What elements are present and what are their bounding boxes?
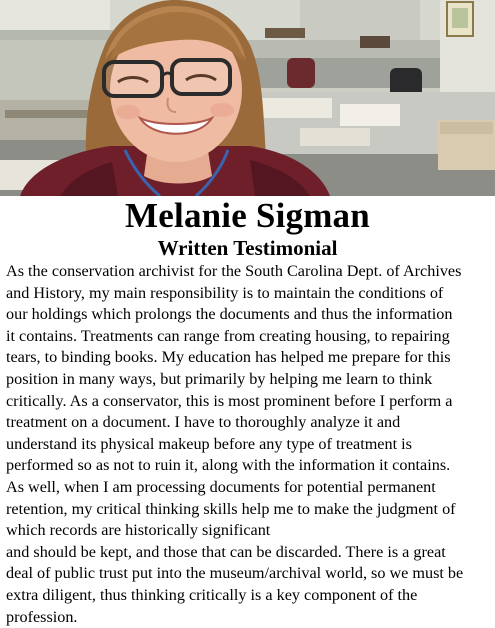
testimonial-line: treatment on a document. I have to thoroughly analyze it and — [6, 412, 493, 434]
testimonial-line: As the conservation archivist for the South Carolina Dept. of Archives — [6, 261, 493, 283]
testimonial-line: our holdings which prolongs the documents and thus the information — [6, 304, 493, 326]
testimonial-line: and History, my main responsibility is to maintain the conditions of — [6, 283, 493, 305]
testimonial-line: and should be kept, and those that can be discarded. There is a great — [6, 542, 493, 564]
testimonial-subtitle: Written Testimonial — [0, 236, 495, 261]
testimonial-line: extra diligent, thus thinking critically is a key component of the — [6, 585, 493, 607]
testimonial-line: position in many ways, but primarily by helping me learn to think — [6, 369, 493, 391]
testimonial-body — [6, 261, 493, 628]
testimonial-line: retention, my critical thinking skills help me to make the judgment of — [6, 499, 493, 521]
testimonial-line: understand its physical makeup before any type of treatment is — [6, 434, 493, 456]
testimonial-line: which records are historically significant — [6, 520, 493, 542]
portrait-photo — [0, 0, 495, 196]
person-name: Melanie Sigman — [0, 196, 495, 236]
testimonial-line: performed so as not to ruin it, along with the information it contains. — [6, 455, 493, 477]
testimonial-line: As well, when I am processing documents for potential permanent — [6, 477, 493, 499]
testimonial-line: deal of public trust put into the museum/archival world, so we must be — [6, 563, 493, 585]
testimonial-line: profession. — [6, 607, 493, 628]
testimonial-line: tears, to binding books. My education has helped me prepare for this — [6, 347, 493, 369]
testimonial-line: it contains. Treatments can range from creating housing, to repairing — [6, 326, 493, 348]
portrait-illustration — [0, 0, 495, 196]
testimonial-line: critically. As a conservator, this is most prominent before I perform a — [6, 391, 493, 413]
